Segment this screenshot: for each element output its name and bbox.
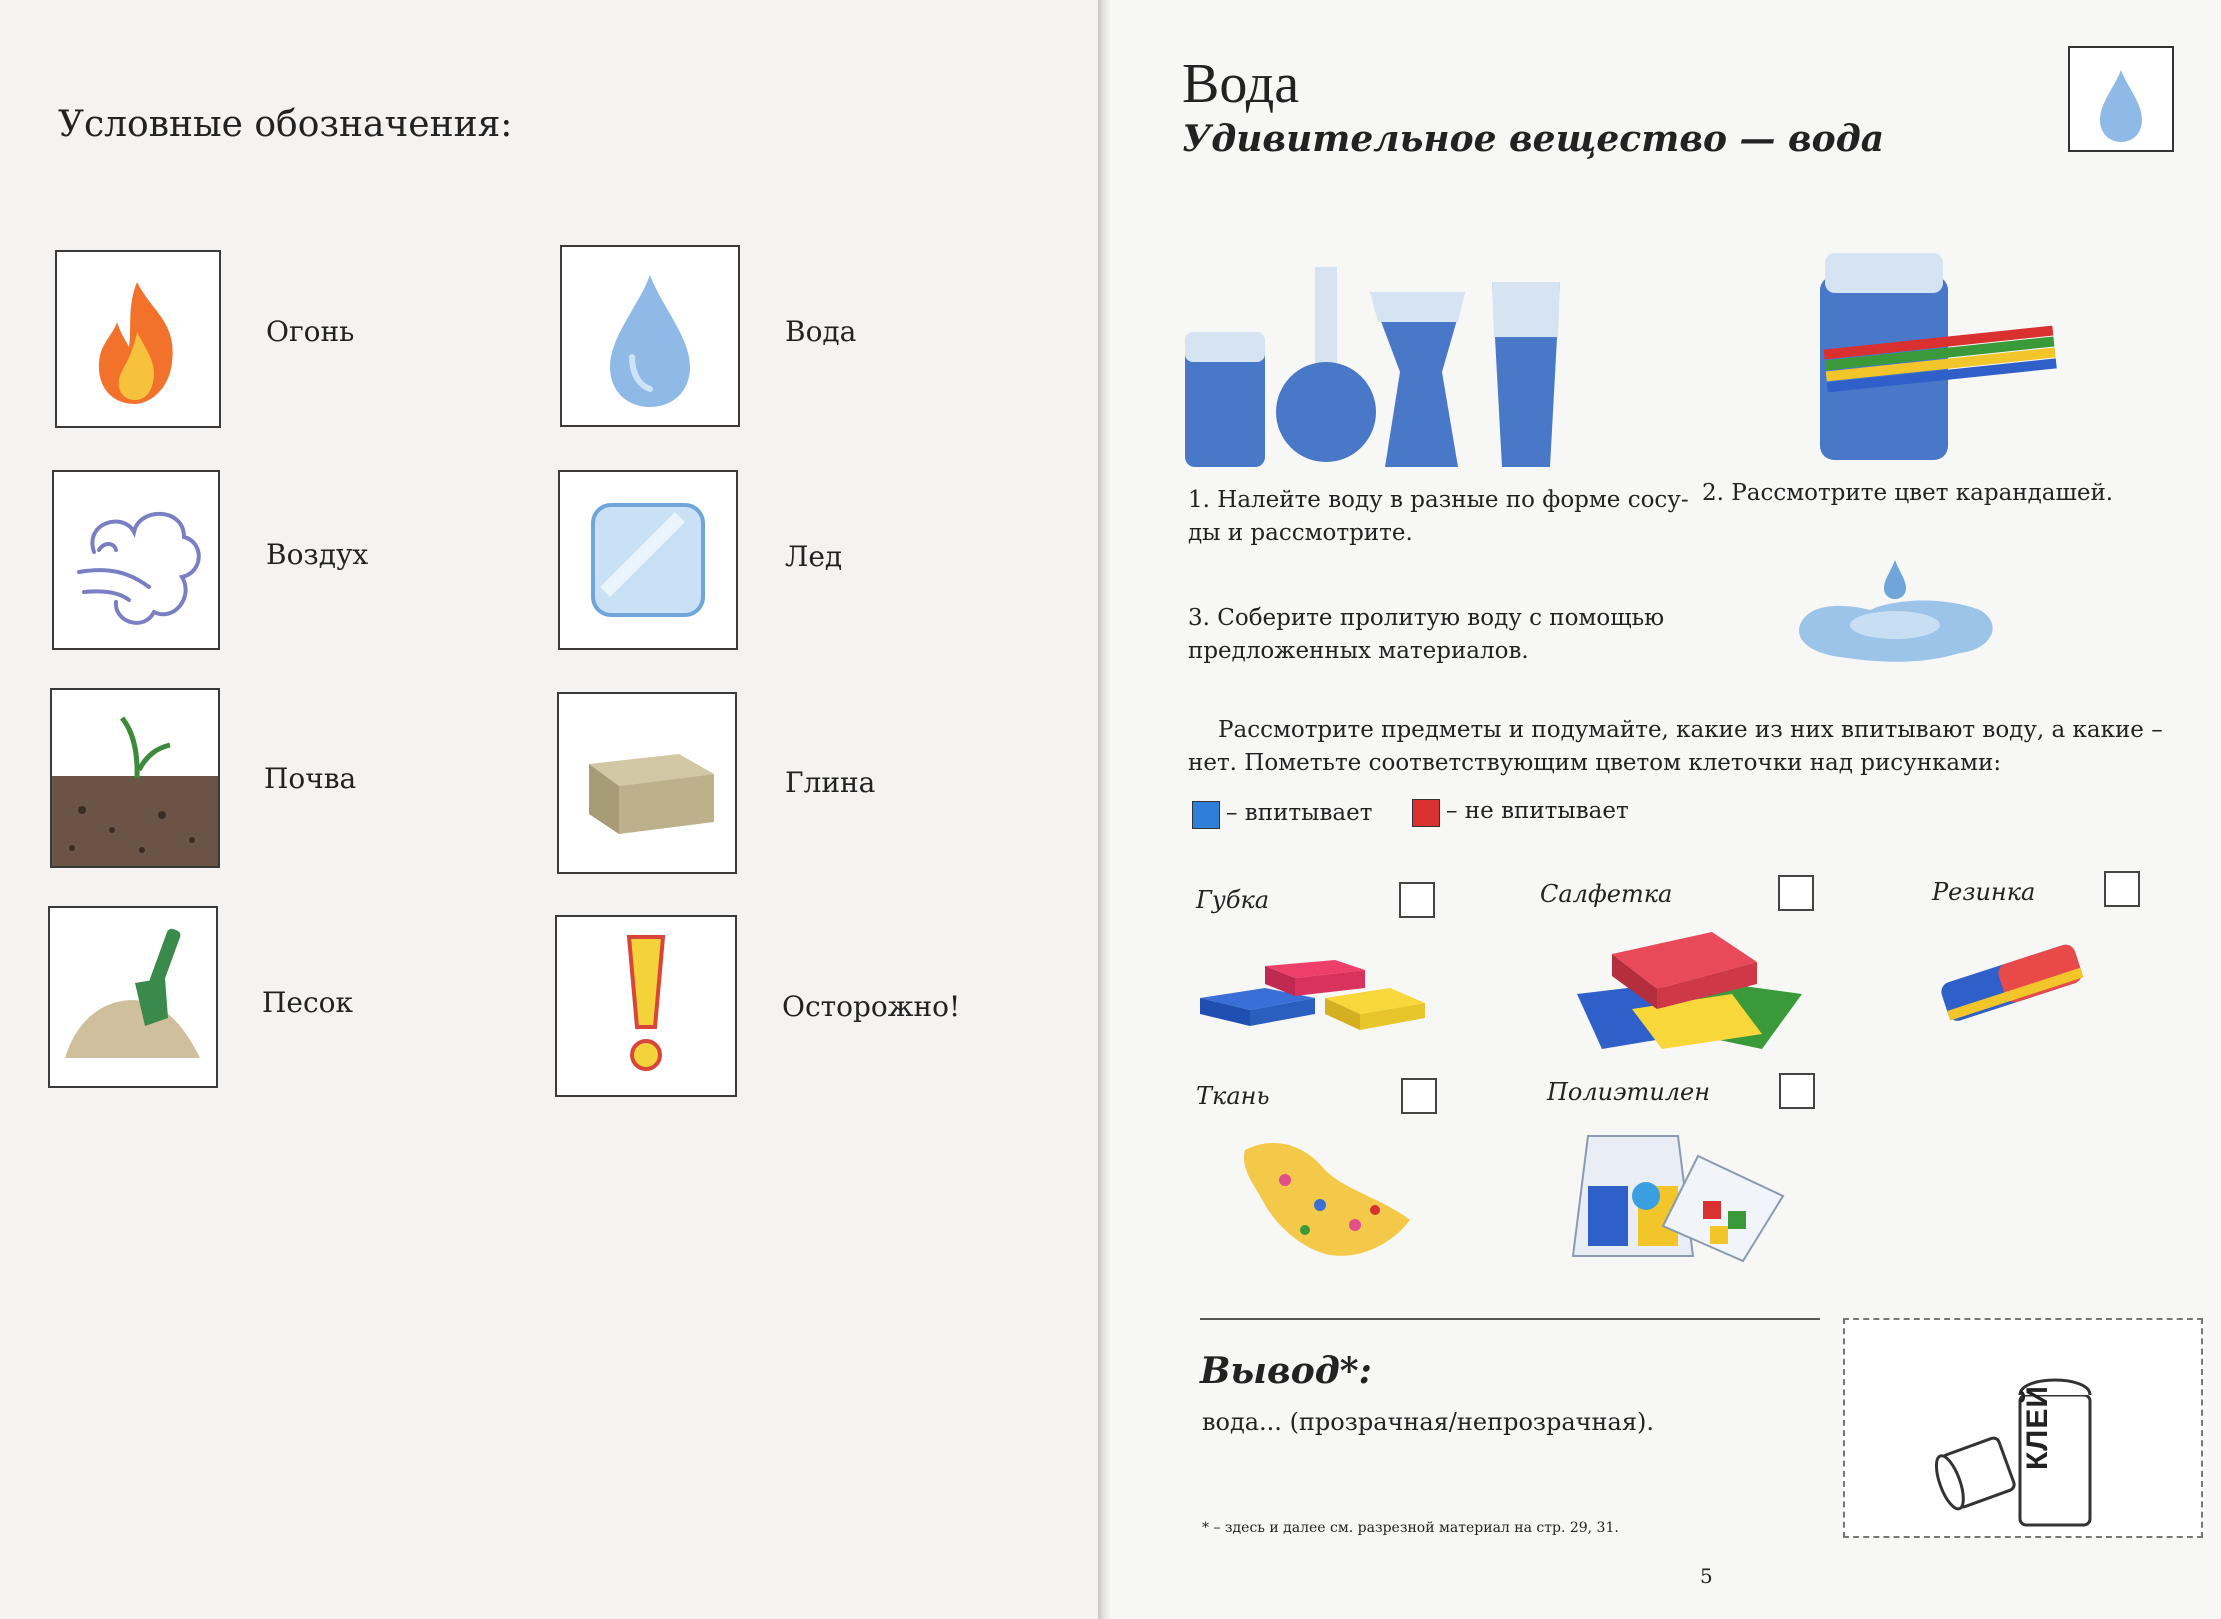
legend-label-fire: Огонь: [266, 315, 355, 348]
item-label-eraser: Резинка: [1932, 878, 2036, 906]
page-title: Вода: [1182, 53, 1300, 115]
item-label-napkin: Салфетка: [1540, 880, 1673, 908]
warning-icon: [557, 917, 735, 1095]
left-page: [0, 0, 1098, 1619]
step-1-text: 1. Налейте воду в разные по форме сосу- ды и рассмотрите.: [1188, 487, 1689, 546]
key-absorbs-label: – впитывает: [1226, 800, 1373, 826]
instruction-text: Рассмотрите предметы и подумайте, какие из них впитывают воду, а какие – нет. Пометьте соответствующим цветом клеточки над рисунками:: [1188, 717, 2163, 776]
legend-label-caution: Осторожно!: [782, 990, 961, 1023]
pencils-in-jar-illustration: [1815, 248, 2060, 463]
eraser-checkbox[interactable]: [2104, 871, 2140, 907]
legend-label-soil: Почва: [264, 762, 357, 795]
water-drop-icon: [562, 247, 738, 425]
sand-icon-box: [48, 906, 218, 1088]
legend-label-sand: Песок: [262, 986, 354, 1019]
page-subtitle: Удивительное вещество — вода: [1182, 118, 1885, 160]
napkin-checkbox[interactable]: [1778, 875, 1814, 911]
page-number: 5: [1700, 1564, 1713, 1588]
sponge-illustration: [1195, 948, 1435, 1048]
ice-icon-box: [558, 470, 738, 650]
absorbs-swatch: [1192, 801, 1220, 829]
conclusion-title: Вывод*:: [1200, 1350, 1372, 1392]
ice-icon: [560, 472, 736, 648]
step-2-text: 2. Рассмотрите цвет карандашей.: [1702, 480, 2114, 506]
conclusion-text: вода... (прозрачная/непрозрачная).: [1202, 1408, 1654, 1436]
legend-label-clay: Глина: [785, 766, 876, 799]
glue-area[interactable]: [1843, 1318, 2203, 1538]
item-label-sponge: Губка: [1196, 886, 1270, 914]
sand-icon: [50, 908, 216, 1086]
fire-icon-box: [55, 250, 221, 428]
air-icon-box: [52, 470, 220, 650]
key-not-absorbs-label: – не впитывает: [1446, 798, 1629, 824]
napkin-illustration: [1572, 914, 1817, 1054]
fabric-checkbox[interactable]: [1401, 1078, 1437, 1114]
legend-title: Условные обозначения:: [58, 104, 513, 145]
water-drop-icon: [2070, 48, 2172, 150]
fire-icon: [57, 252, 219, 426]
item-label-fabric: Ткань: [1196, 1082, 1270, 1110]
sponge-checkbox[interactable]: [1399, 882, 1435, 918]
air-icon: [54, 472, 218, 648]
legend-label-water: Вода: [785, 315, 857, 348]
footnote: * – здесь и далее см. разрезной материал на стр. 29, 31.: [1202, 1520, 1619, 1536]
clay-icon: [559, 694, 735, 872]
vessels-illustration: [1180, 262, 1570, 472]
glue-label: КЛЕЙ: [2021, 1385, 2054, 1470]
soil-icon: [52, 690, 218, 866]
fabric-illustration: [1235, 1130, 1420, 1270]
polyethylene-illustration: [1568, 1126, 1798, 1266]
not-absorbs-swatch: [1412, 799, 1440, 827]
polyethylene-checkbox[interactable]: [1779, 1073, 1815, 1109]
conclusion-divider: [1200, 1318, 1820, 1320]
eraser-illustration: [1930, 928, 2090, 1028]
header-water-icon-box: [2068, 46, 2174, 152]
water-puddle-illustration: [1790, 555, 2005, 675]
step-3-text: 3. Соберите пролитую воду с помощью предложенных материалов.: [1188, 605, 1665, 664]
warning-icon-box: [555, 915, 737, 1097]
soil-icon-box: [50, 688, 220, 868]
water-icon-box: [560, 245, 740, 427]
item-label-polyethylene: Полиэтилен: [1547, 1078, 1711, 1106]
book-spine: [1098, 0, 1110, 1619]
legend-label-ice: Лед: [785, 540, 843, 573]
clay-icon-box: [557, 692, 737, 874]
legend-label-air: Воздух: [266, 538, 369, 571]
